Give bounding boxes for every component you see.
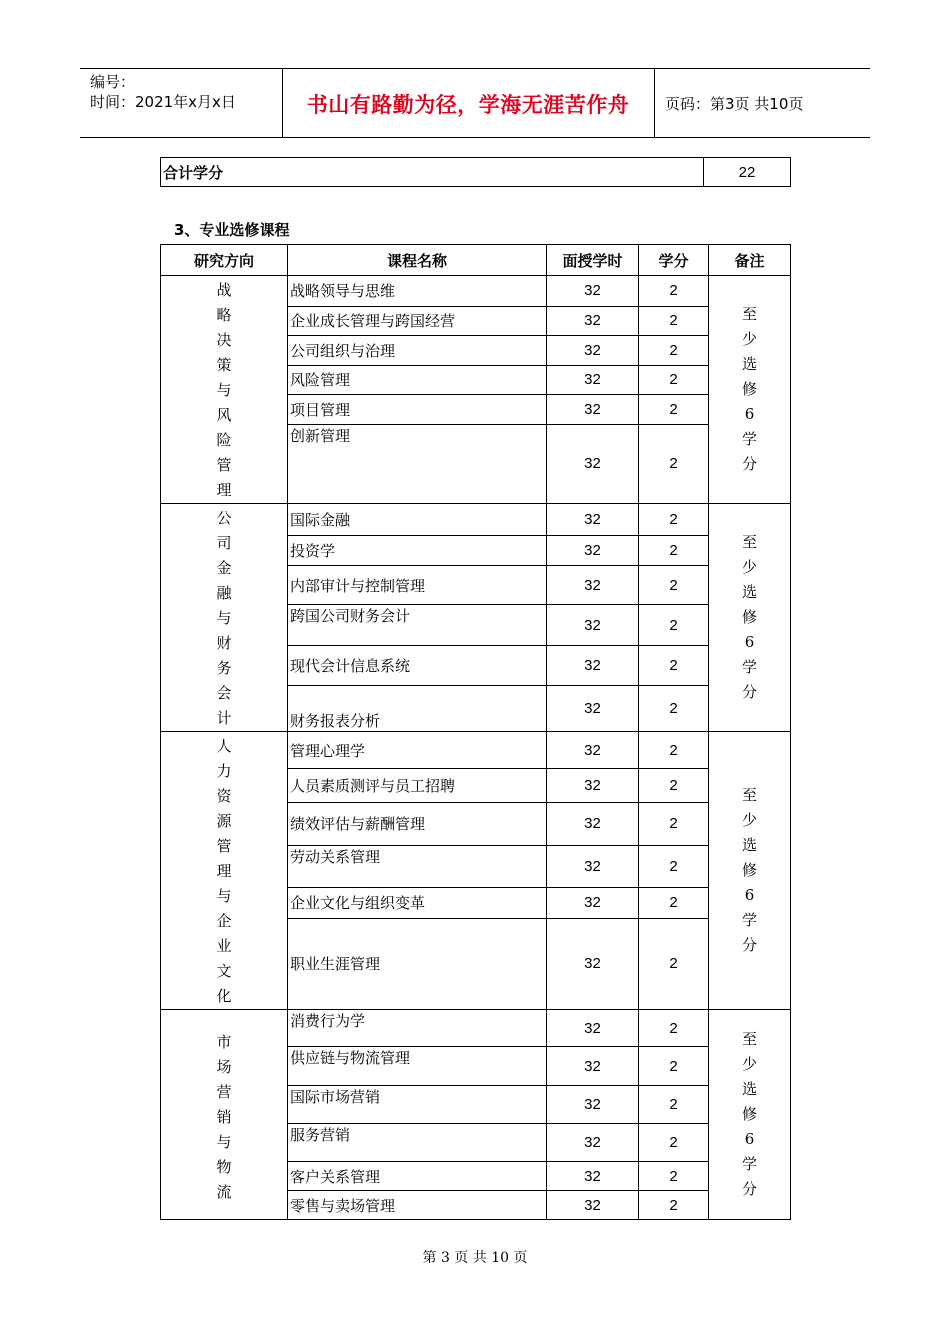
course-name: 供应链与物流管理 bbox=[288, 1047, 547, 1086]
note-char: 选 bbox=[741, 583, 757, 601]
table-row bbox=[161, 276, 791, 307]
direction-cell bbox=[161, 732, 288, 1010]
time-label: 时间：2021年x月x日 bbox=[90, 93, 236, 111]
course-credits: 2 bbox=[639, 802, 709, 845]
direction-char: 企 bbox=[216, 912, 232, 930]
note-char: 至 bbox=[741, 1030, 757, 1048]
direction-char: 与 bbox=[216, 887, 232, 905]
note-char: 选 bbox=[741, 836, 757, 854]
course-credits: 2 bbox=[639, 276, 709, 307]
course-hours: 32 bbox=[547, 1010, 639, 1047]
direction-char: 策 bbox=[216, 356, 232, 374]
course-name: 跨国公司财务会计 bbox=[288, 605, 547, 646]
direction-char: 文 bbox=[216, 962, 232, 980]
note-cell bbox=[709, 504, 791, 732]
course-credits: 2 bbox=[639, 887, 709, 918]
course-name: 风险管理 bbox=[288, 365, 547, 395]
course-name: 零售与卖场管理 bbox=[288, 1191, 547, 1220]
note-char: 6 bbox=[744, 633, 755, 651]
header-meta bbox=[90, 72, 236, 112]
direction-char: 与 bbox=[216, 1133, 232, 1151]
course-hours: 32 bbox=[547, 276, 639, 307]
note-char: 修 bbox=[741, 380, 757, 398]
total-credits-value: 22 bbox=[704, 158, 791, 187]
course-hours: 32 bbox=[547, 769, 639, 802]
total-credits-table bbox=[160, 157, 791, 187]
course-name: 投资学 bbox=[288, 535, 547, 566]
note-char: 学 bbox=[741, 658, 757, 676]
total-credits-label: 合计学分 bbox=[161, 158, 704, 187]
header-hours: 面授学时 bbox=[547, 245, 639, 276]
course-name: 客户关系管理 bbox=[288, 1162, 547, 1191]
direction-cell bbox=[161, 1010, 288, 1220]
direction-char: 司 bbox=[216, 534, 232, 552]
direction-char: 业 bbox=[216, 937, 232, 955]
table-row bbox=[161, 1010, 791, 1047]
direction-char: 融 bbox=[216, 584, 232, 602]
course-hours: 32 bbox=[547, 887, 639, 918]
number-label: 编号： bbox=[90, 73, 136, 91]
note-char: 修 bbox=[741, 608, 757, 626]
course-credits: 2 bbox=[639, 1191, 709, 1220]
header-motto: 书山有路勤为径，学海无涯苦作舟 bbox=[306, 93, 630, 117]
course-hours: 32 bbox=[547, 1124, 639, 1162]
course-name: 人员素质测评与员工招聘 bbox=[288, 769, 547, 802]
direction-char: 与 bbox=[216, 381, 232, 399]
note-char: 分 bbox=[741, 1180, 757, 1198]
course-credits: 2 bbox=[639, 685, 709, 731]
course-credits: 2 bbox=[639, 365, 709, 395]
course-hours: 32 bbox=[547, 918, 639, 1009]
course-hours: 32 bbox=[547, 646, 639, 686]
direction-char: 计 bbox=[216, 709, 232, 727]
direction-char: 人 bbox=[216, 737, 232, 755]
note-char: 选 bbox=[741, 1080, 757, 1098]
course-credits: 2 bbox=[639, 769, 709, 802]
course-credits: 2 bbox=[639, 605, 709, 646]
direction-char: 物 bbox=[216, 1158, 232, 1176]
course-credits: 2 bbox=[639, 846, 709, 887]
course-name: 国际金融 bbox=[288, 504, 547, 536]
note-char: 分 bbox=[741, 683, 757, 701]
direction-cell bbox=[161, 504, 288, 732]
table-row bbox=[161, 504, 791, 536]
direction-char: 略 bbox=[216, 306, 232, 324]
direction-char: 销 bbox=[216, 1108, 232, 1126]
note-char: 6 bbox=[744, 886, 755, 904]
direction-char: 流 bbox=[216, 1183, 232, 1201]
course-hours: 32 bbox=[547, 1047, 639, 1086]
header-course-name: 课程名称 bbox=[288, 245, 547, 276]
course-credits: 2 bbox=[639, 395, 709, 425]
note-char: 学 bbox=[741, 430, 757, 448]
note-char: 分 bbox=[741, 455, 757, 473]
direction-char: 与 bbox=[216, 609, 232, 627]
note-cell bbox=[709, 732, 791, 1010]
note-char: 修 bbox=[741, 1105, 757, 1123]
course-hours: 32 bbox=[547, 535, 639, 566]
note-char: 学 bbox=[741, 1155, 757, 1173]
direction-char: 财 bbox=[216, 634, 232, 652]
course-hours: 32 bbox=[547, 802, 639, 845]
table-header-row bbox=[161, 245, 791, 276]
header-divider bbox=[654, 69, 655, 137]
course-hours: 32 bbox=[547, 1086, 639, 1124]
note-char: 至 bbox=[741, 533, 757, 551]
section-title: 3、专业选修课程 bbox=[174, 221, 290, 239]
course-credits: 2 bbox=[639, 566, 709, 605]
course-hours: 32 bbox=[547, 395, 639, 425]
course-credits: 2 bbox=[639, 504, 709, 536]
course-name: 职业生涯管理 bbox=[288, 918, 547, 1009]
direction-char: 会 bbox=[216, 684, 232, 702]
direction-char: 源 bbox=[216, 812, 232, 830]
header-credits: 学分 bbox=[639, 245, 709, 276]
course-credits: 2 bbox=[639, 535, 709, 566]
page-footer: 第 3 页 共 10 页 bbox=[422, 1250, 528, 1266]
course-hours: 32 bbox=[547, 1191, 639, 1220]
note-char: 少 bbox=[741, 330, 757, 348]
course-hours: 32 bbox=[547, 605, 639, 646]
table-row bbox=[161, 732, 791, 769]
course-name: 企业文化与组织变革 bbox=[288, 887, 547, 918]
direction-char: 险 bbox=[216, 431, 232, 449]
elective-courses-table bbox=[160, 244, 791, 1220]
note-char: 少 bbox=[741, 558, 757, 576]
direction-cell bbox=[161, 276, 288, 504]
direction-char: 务 bbox=[216, 659, 232, 677]
course-credits: 2 bbox=[639, 1162, 709, 1191]
direction-char: 场 bbox=[216, 1058, 232, 1076]
course-name: 创新管理 bbox=[288, 424, 547, 503]
course-name: 服务营销 bbox=[288, 1124, 547, 1162]
course-hours: 32 bbox=[547, 424, 639, 503]
course-name: 公司组织与治理 bbox=[288, 336, 547, 366]
course-credits: 2 bbox=[639, 336, 709, 366]
course-credits: 2 bbox=[639, 1086, 709, 1124]
course-credits: 2 bbox=[639, 1047, 709, 1086]
direction-char: 营 bbox=[216, 1083, 232, 1101]
page-header bbox=[80, 68, 870, 138]
course-hours: 32 bbox=[547, 566, 639, 605]
course-hours: 32 bbox=[547, 336, 639, 366]
direction-char: 理 bbox=[216, 862, 232, 880]
course-hours: 32 bbox=[547, 685, 639, 731]
note-cell bbox=[709, 1010, 791, 1220]
note-char: 分 bbox=[741, 936, 757, 954]
course-credits: 2 bbox=[639, 1124, 709, 1162]
note-char: 学 bbox=[741, 911, 757, 929]
course-credits: 2 bbox=[639, 732, 709, 769]
note-char: 至 bbox=[741, 786, 757, 804]
course-name: 管理心理学 bbox=[288, 732, 547, 769]
direction-char: 管 bbox=[216, 456, 232, 474]
direction-char: 战 bbox=[216, 281, 232, 299]
direction-char: 资 bbox=[216, 787, 232, 805]
header-direction: 研究方向 bbox=[161, 245, 288, 276]
course-hours: 32 bbox=[547, 365, 639, 395]
note-char: 选 bbox=[741, 355, 757, 373]
course-name: 劳动关系管理 bbox=[288, 846, 547, 887]
course-hours: 32 bbox=[547, 846, 639, 887]
course-name: 企业成长管理与跨国经营 bbox=[288, 306, 547, 336]
course-name: 财务报表分析 bbox=[288, 685, 547, 731]
note-char: 至 bbox=[741, 305, 757, 323]
course-credits: 2 bbox=[639, 306, 709, 336]
direction-char: 风 bbox=[216, 406, 232, 424]
course-name: 绩效评估与薪酬管理 bbox=[288, 802, 547, 845]
direction-char: 力 bbox=[216, 762, 232, 780]
note-char: 6 bbox=[744, 1130, 755, 1148]
course-hours: 32 bbox=[547, 504, 639, 536]
course-credits: 2 bbox=[639, 424, 709, 503]
course-name: 内部审计与控制管理 bbox=[288, 566, 547, 605]
course-name: 消费行为学 bbox=[288, 1010, 547, 1047]
header-note: 备注 bbox=[709, 245, 791, 276]
course-credits: 2 bbox=[639, 918, 709, 1009]
course-name: 国际市场营销 bbox=[288, 1086, 547, 1124]
note-char: 修 bbox=[741, 861, 757, 879]
course-name: 战略领导与思维 bbox=[288, 276, 547, 307]
course-hours: 32 bbox=[547, 306, 639, 336]
course-name: 现代会计信息系统 bbox=[288, 646, 547, 686]
note-char: 少 bbox=[741, 811, 757, 829]
direction-char: 管 bbox=[216, 837, 232, 855]
direction-char: 金 bbox=[216, 559, 232, 577]
course-hours: 32 bbox=[547, 732, 639, 769]
direction-char: 公 bbox=[216, 509, 232, 527]
note-cell bbox=[709, 276, 791, 504]
course-hours: 32 bbox=[547, 1162, 639, 1191]
course-name: 项目管理 bbox=[288, 395, 547, 425]
direction-char: 化 bbox=[216, 987, 232, 1005]
note-char: 6 bbox=[744, 405, 755, 423]
direction-char: 市 bbox=[216, 1033, 232, 1051]
course-credits: 2 bbox=[639, 646, 709, 686]
note-char: 少 bbox=[741, 1055, 757, 1073]
header-page-info: 页码：第3页 共10页 bbox=[665, 95, 804, 113]
direction-char: 决 bbox=[216, 331, 232, 349]
direction-char: 理 bbox=[216, 481, 232, 499]
course-credits: 2 bbox=[639, 1010, 709, 1047]
